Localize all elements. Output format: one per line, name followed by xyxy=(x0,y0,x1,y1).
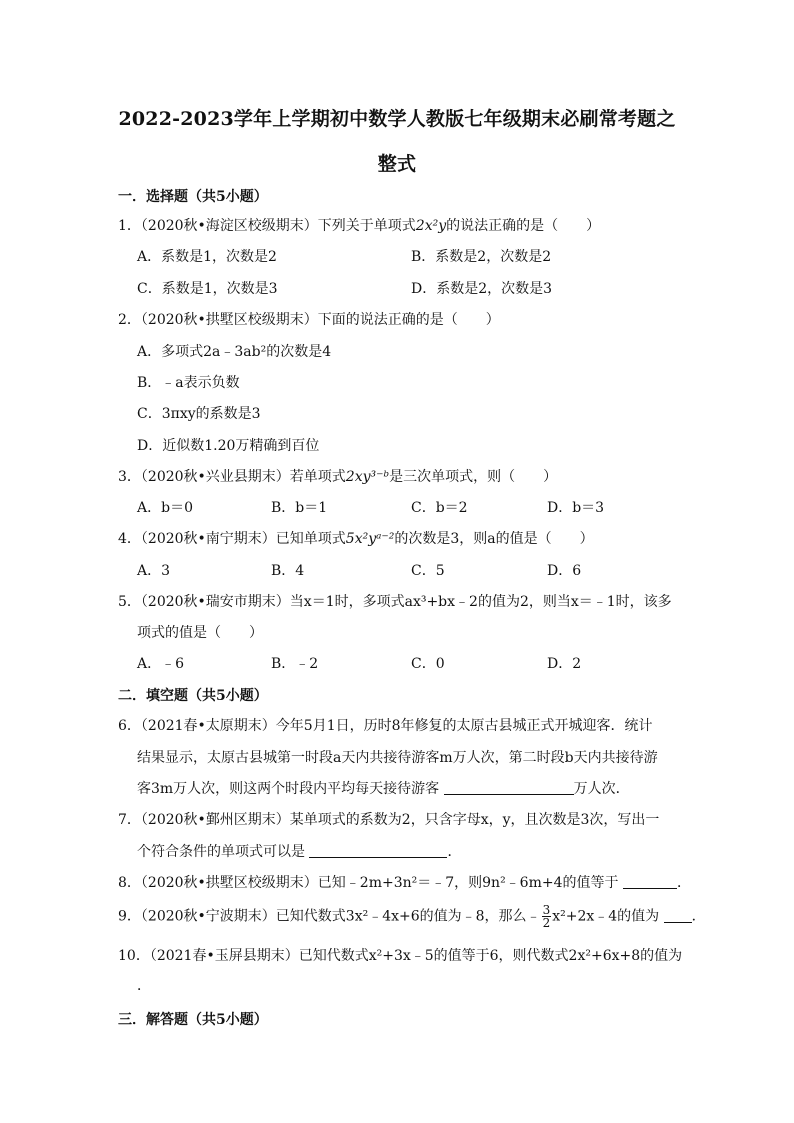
question-4-stem: 4．（2020秋•南宁期末）已知单项式5x²yᵃ⁻²的次数是3，则a的值是（ ） xyxy=(118,531,594,547)
question-1-option-b: B．系数是2，次数是2 xyxy=(411,249,552,265)
section-heading-fill: 二．填空题（共5小题） xyxy=(118,688,268,704)
question-8-stem: 8．（2020秋•拱墅区校级期末）已知﹣2m+3n²＝﹣7，则9n²﹣6m+4的值等于 ． xyxy=(118,875,691,891)
question-5-stem-line1: 5．（2020秋•瑞安市期末）当x＝1时，多项式ax³+bx﹣2的值为2，则当x＝﹣1时，该多 xyxy=(118,594,672,610)
question-4-option-c: C．5 xyxy=(411,563,445,579)
question-4-option-a: A．3 xyxy=(137,563,171,579)
question-3-expression: 2xy³⁻ᵇ xyxy=(345,469,390,485)
question-7-line1: 7．（2020秋•鄞州区期末）某单项式的系数为2，只含字母x，y，且次数是3次，写出一 xyxy=(118,812,660,828)
question-2-option-b: B．﹣a表示负数 xyxy=(137,375,240,391)
question-9-stem: 9．（2020秋•宁波期末）已知代数式3x²﹣4x+6的值为﹣8，那么﹣ $\frac{3}{2}$ x²+2x﹣4的值为 ． xyxy=(118,903,706,930)
question-3-stem: 3．（2020秋•兴业县期末）若单项式2xy³⁻ᵇ是三次单项式，则（ ） xyxy=(118,469,558,485)
question-2-option-d: D．近似数1.20万精确到百位 xyxy=(137,438,320,454)
page-title-line2: 整式 xyxy=(377,153,417,175)
question-6-line3: 客3m万人次，则这两个时段内平均每天接待游客 万人次． xyxy=(137,781,630,797)
question-1-stem: 1．（2020秋•海淀区校级期末）下列关于单项式2x²y的说法正确的是（ ） xyxy=(118,218,601,234)
question-5-stem-line2: 项式的值是（ ） xyxy=(137,625,263,641)
question-1-option-a: A．系数是1，次数是2 xyxy=(137,249,277,265)
question-3-option-a: A．b＝0 xyxy=(137,500,193,516)
question-5-option-a: A．﹣6 xyxy=(137,656,185,672)
question-2-stem: 2．（2020秋•拱墅区校级期末）下面的说法正确的是（ ） xyxy=(118,312,500,328)
question-10-line1: 10．（2021春•玉屏县期末）已知代数式x²+3x﹣5的值等于6，则代数式2x²+6x+8的值为 xyxy=(118,948,683,964)
question-5-option-d: D．2 xyxy=(547,656,582,672)
question-4-option-d: D．6 xyxy=(547,563,582,579)
question-4-expression: 5x²yᵃ⁻² xyxy=(345,531,395,547)
answer-blank[interactable] xyxy=(664,908,692,923)
question-1-expression: 2x²y xyxy=(415,218,447,234)
answer-blank[interactable] xyxy=(623,874,677,889)
fraction-three-halves: $\frac{3}{2}$ xyxy=(542,903,551,930)
question-6-line1: 6．（2021春•太原期末）今年5月1日，历时8年修复的太原古县城正式开城迎客．统计 xyxy=(118,718,653,734)
question-4-option-b: B．4 xyxy=(271,563,305,579)
question-1-option-c: C．系数是1，次数是3 xyxy=(137,281,278,297)
question-2-option-a: A．多项式2a﹣3ab²的次数是4 xyxy=(137,344,332,360)
question-2-option-c: C．3πxy的系数是3 xyxy=(137,406,261,422)
section-heading-choice: 一．选择题（共5小题） xyxy=(118,189,268,205)
question-10-line2: ． xyxy=(137,978,151,994)
section-heading-solve: 三．解答题（共5小题） xyxy=(118,1012,268,1028)
answer-blank[interactable] xyxy=(309,843,447,858)
question-5-option-c: C．0 xyxy=(411,656,445,672)
question-1-option-d: D．系数是2，次数是3 xyxy=(411,281,553,297)
question-3-option-d: D．b＝3 xyxy=(547,500,605,516)
question-3-option-c: C．b＝2 xyxy=(411,500,468,516)
question-5-option-b: B．﹣2 xyxy=(271,656,319,672)
answer-blank[interactable] xyxy=(444,780,574,795)
question-6-line2: 结果显示，太原古县城第一时段a天内共接待游客m万人次，第二时段b天内共接待游 xyxy=(137,750,658,766)
question-7-line2: 个符合条件的单项式可以是 ． xyxy=(137,844,462,860)
page-title-line1: 2022-2023学年上学期初中数学人教版七年级期末必刷常考题之 xyxy=(118,108,676,130)
question-3-option-b: B．b＝1 xyxy=(271,500,328,516)
